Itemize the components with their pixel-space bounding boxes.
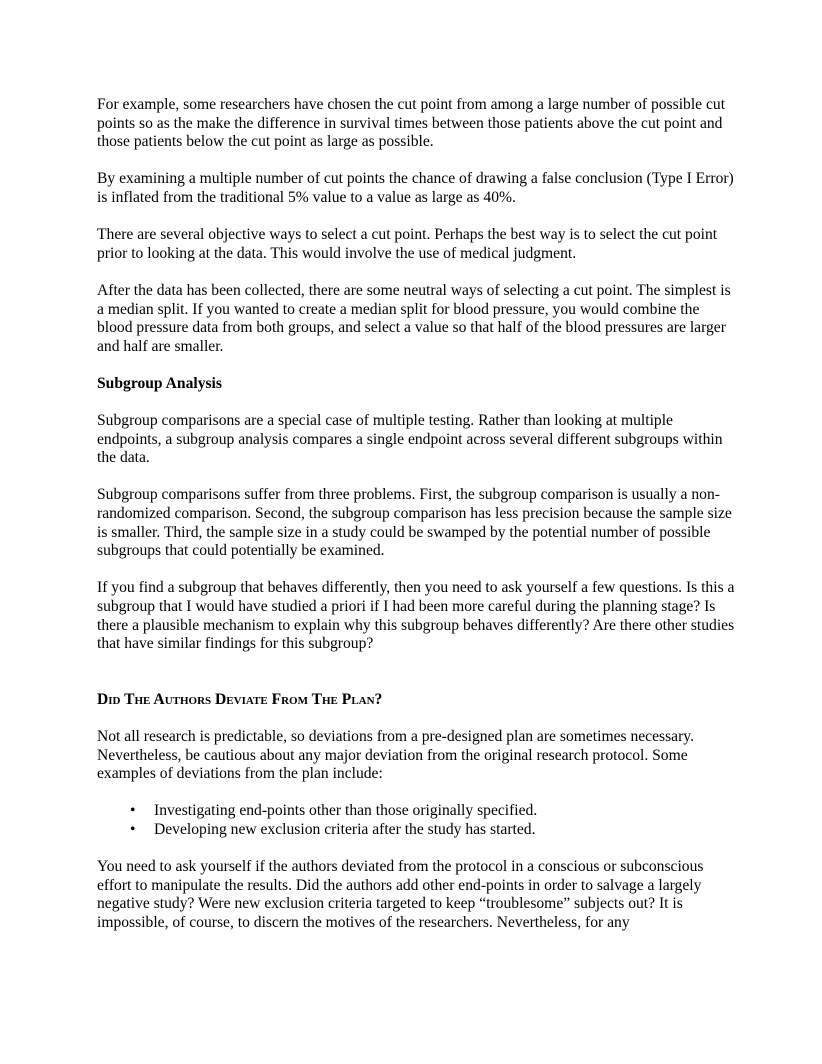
paragraph-subgroup-questions: If you find a subgroup that behaves differently, then you need to ask yourself a few questions. Is this a subgroup that I would have studied a priori if I had been more careful during the planning stage? Is there a plausible mechanism to explain why this subgroup behaves differently? Are there other studies that have similar findings for this subgroup? [97, 579, 735, 653]
bullet-icon: • [130, 802, 136, 820]
list-item-text: Investigating end-points other than those originally specified. [154, 802, 538, 820]
paragraph-cut-point-example: For example, some researchers have chosen the cut point from among a large number of possible cut points so as the make the difference in survival times between those patients above the cut point and those patients below the cut point as large as possible. [97, 96, 726, 151]
list-item-text: Developing new exclusion criteria after the study has started. [154, 820, 536, 838]
heading-subgroup-analysis: Subgroup Analysis [97, 374, 222, 392]
document-page [97, 96, 737, 951]
paragraph-objective-ways: There are several objective ways to select a cut point. Perhaps the best way is to select the cut point prior to looking at the data. This would involve the use of medical judgment. [97, 226, 718, 262]
heading-deviate-from-plan: Did The Authors Deviate From The Plan? [97, 690, 383, 708]
paragraph-multiple-cut-points: By examining a multiple number of cut points the chance of drawing a false conclusion (Type I Error) is inflated from the traditional 5% value to a value as large as 40%. [97, 170, 734, 206]
paragraph-deviation-intro: Not all research is predictable, so deviations from a pre-designed plan are sometimes necessary. Nevertheless, be cautious about any major deviation from the original research protocol. Some examples of deviations from the plan include: [97, 728, 694, 783]
list-item [97, 821, 737, 840]
paragraph-median-split: After the data has been collected, there are some neutral ways of selecting a cut point. The simplest is a median split. If you wanted to create a median split for blood pressure, you would combine the blood pressure data from both groups, and select a value so that half of the blood pressures are larger and half are smaller. [97, 281, 731, 355]
deviation-examples-list [97, 802, 737, 839]
paragraph-subgroup-definition: Subgroup comparisons are a special case of multiple testing. Rather than looking at multiple endpoints, a subgroup analysis compares a single endpoint across several different subgroups within the data. [97, 412, 723, 467]
paragraph-subgroup-problems: Subgroup comparisons suffer from three problems. First, the subgroup comparison is usually a non-randomized comparison. Second, the subgroup comparison has less precision because the sample size is smaller. Third, the sample size in a study could be swamped by the potential number of possible subgroups that could potentially be examined. [97, 486, 732, 560]
paragraph-deviation-closing: You need to ask yourself if the authors deviated from the protocol in a conscious or subconscious effort to manipulate the results. Did the authors add other end-points in order to salvage a largely negative study? Were new exclusion criteria targeted to keep “troublesome” subjects out? It is impossible, of course, to discern the motives of the researchers. Nevertheless, for any [97, 858, 704, 931]
list-item [97, 802, 737, 821]
bullet-icon: • [130, 820, 136, 838]
